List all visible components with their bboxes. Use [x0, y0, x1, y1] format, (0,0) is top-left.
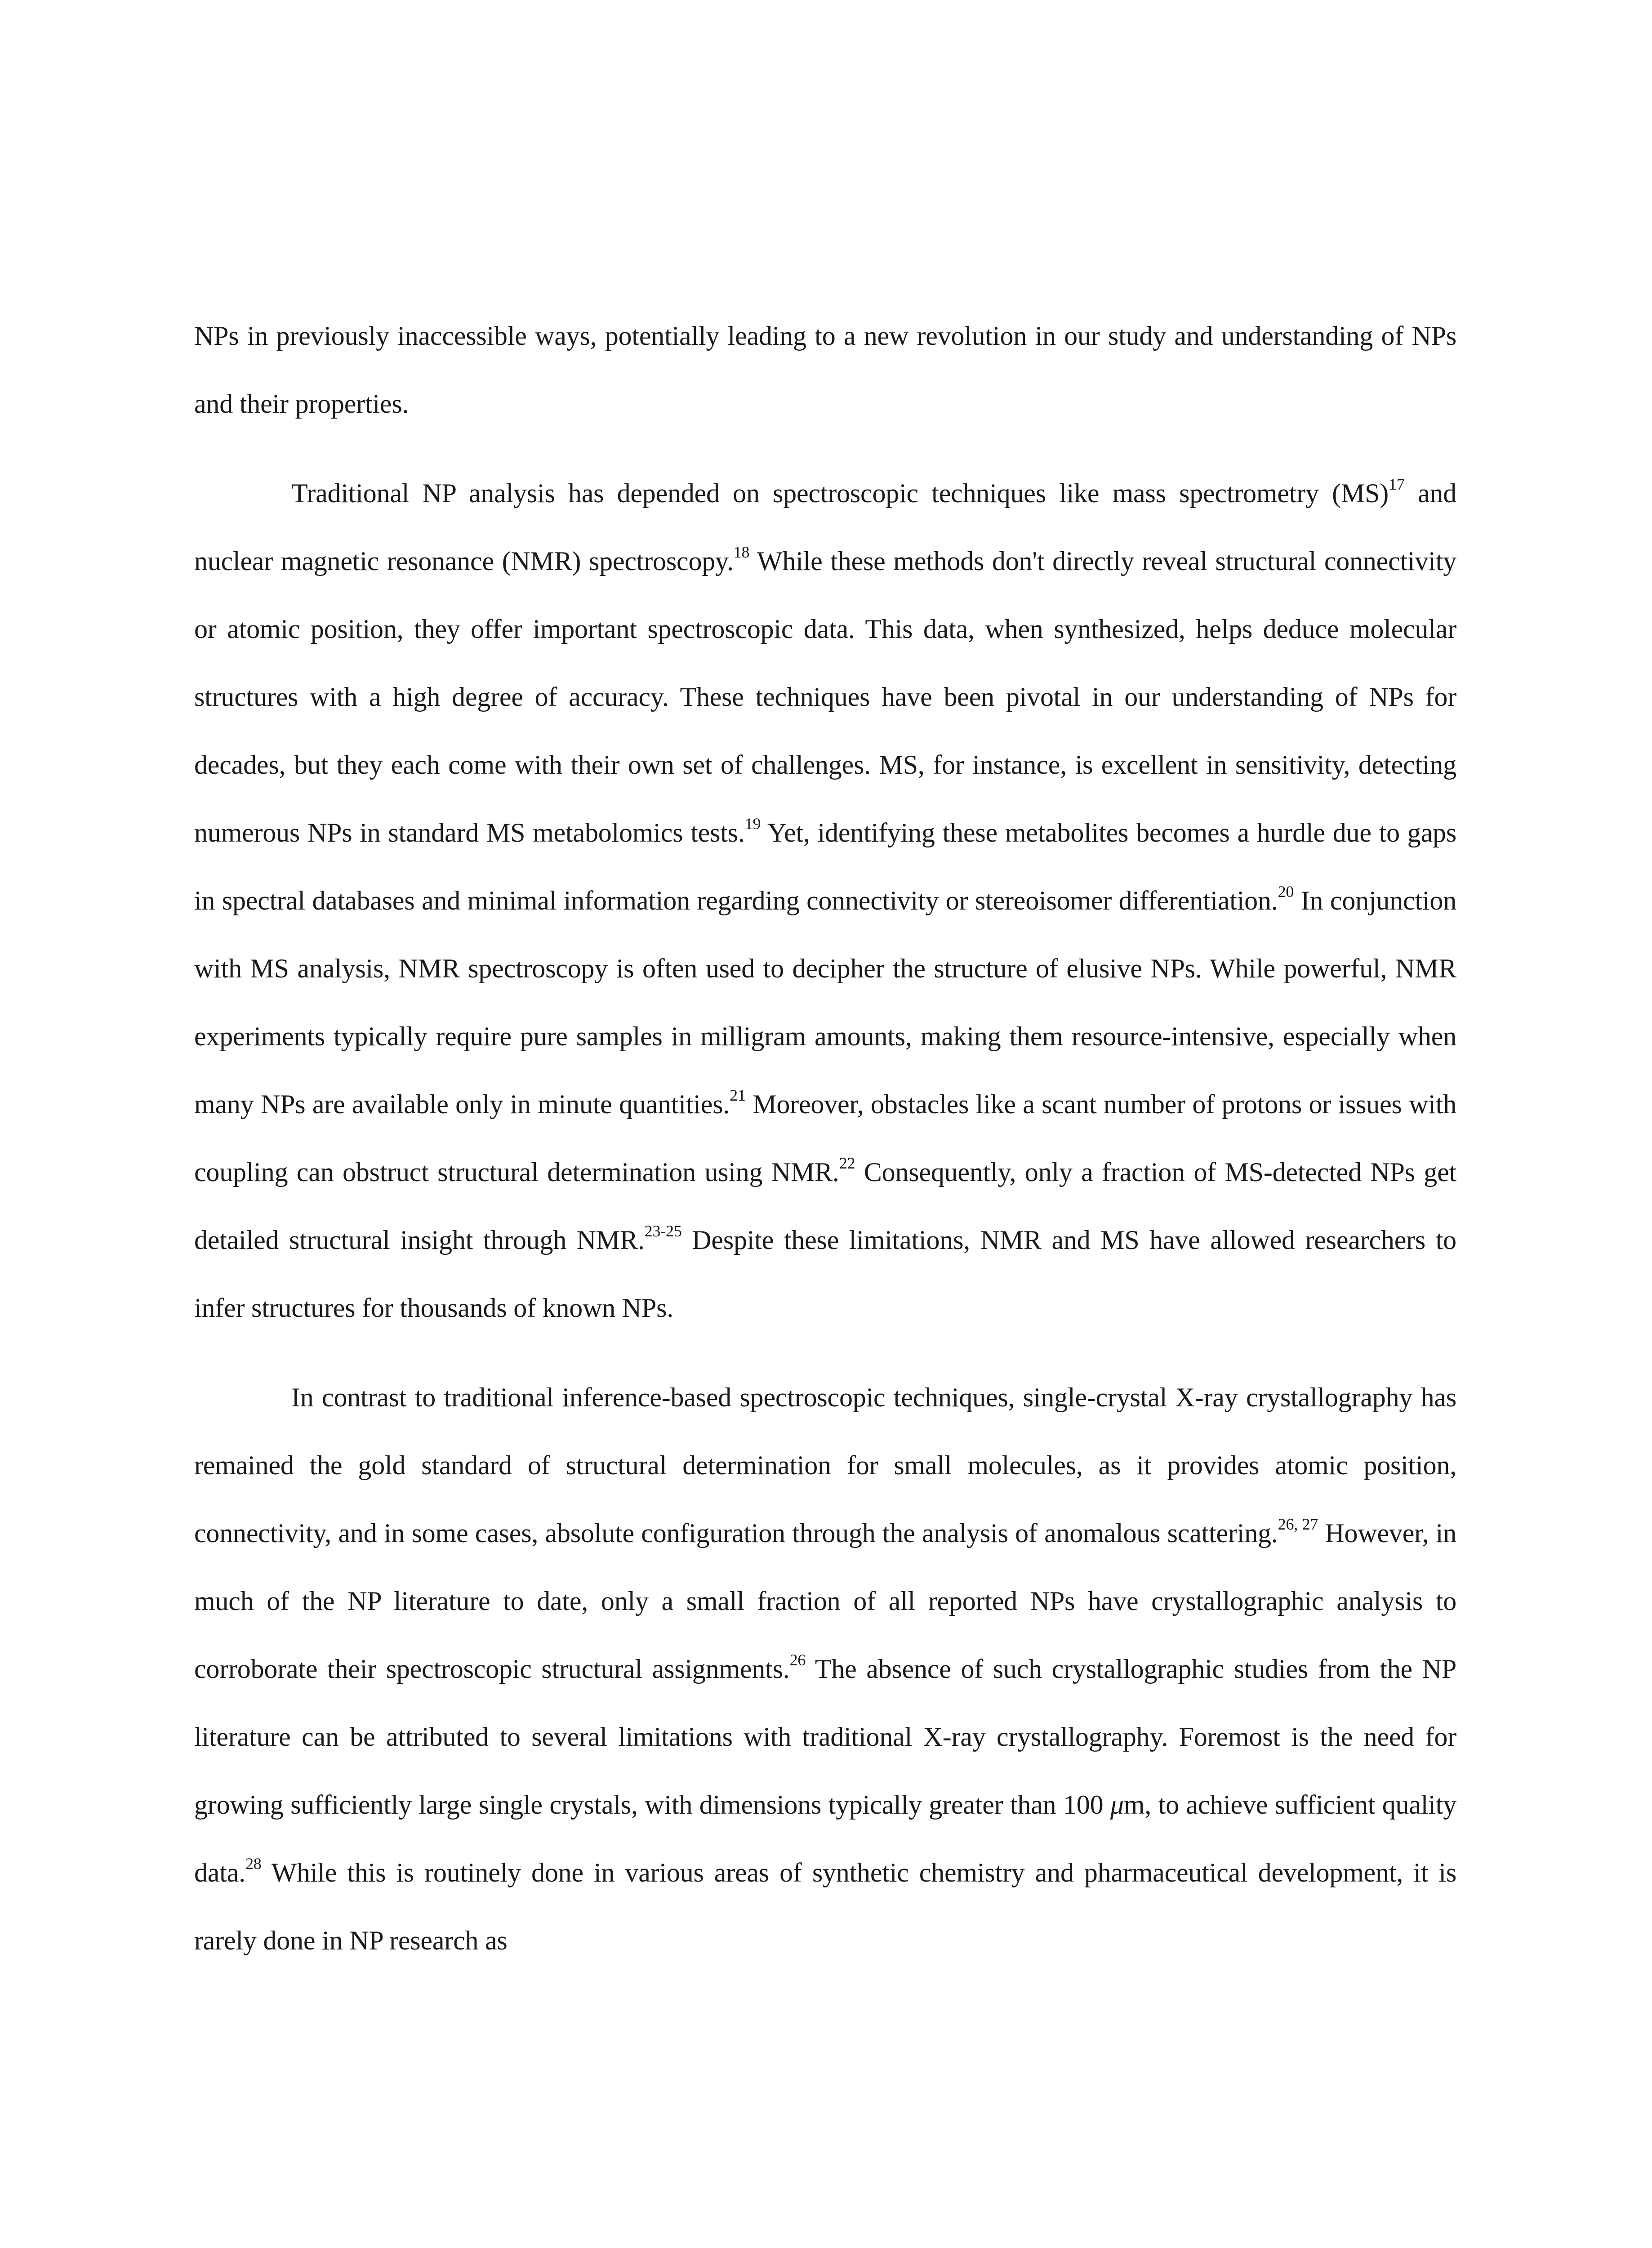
text-run: m, to achieve sufficient quality data.: [194, 1790, 1456, 1887]
text-run: While this is routinely done in various areas of synthetic chemistry and pharmaceutical development, it is rarely done in NP research as: [194, 1858, 1456, 1955]
text-run: Consequently, only a fraction of MS-detected NPs get detailed structural insight through NMR.: [194, 1157, 1456, 1255]
citation-superscript: 26, 27: [1278, 1515, 1318, 1533]
citation-superscript: 21: [730, 1086, 746, 1104]
text-run: While these methods don't directly reveal structural connectivity or atomic position, they offer important spectroscopic data. This data, when synthesized, helps deduce molecular structures with a high degree of accuracy. These techniques have been pivotal in our understanding of NPs for decades, but they each come with their own set of challenges. MS, for instance, is excellent in sensitivity, detecting numerous NPs in standard MS metabolomics tests.: [194, 546, 1456, 847]
text-run: Traditional NP analysis has depended on spectroscopic techniques like mass spectrometry (MS): [291, 478, 1389, 508]
text-run: In conjunction with MS analysis, NMR spectroscopy is often used to decipher the structure of elusive NPs. While powerful, NMR experiments typically require pure samples in milligram amounts, making them resource-intensive, especially when many NPs are available only in minute quantities.: [194, 886, 1456, 1119]
text-run: Despite these limitations, NMR and MS have allowed researchers to infer structures for thousands of known NPs.: [194, 1225, 1456, 1323]
paragraph: [194, 1364, 1456, 1975]
citation-superscript: 26: [789, 1651, 806, 1669]
text-run: Yet, identifying these metabolites becomes a hurdle due to gaps in spectral databases and minimal information regarding connectivity or stereoisomer differentiation.: [194, 818, 1456, 915]
text-run: In contrast to traditional inference-based spectroscopic techniques, single-crystal X-ray crystallography has remained the gold standard of structural determination for small molecules, as it provides atomic position, connectivity, and in some cases, absolute configuration through the analysis of anomalous scattering.: [194, 1383, 1456, 1548]
text-run: and nuclear magnetic resonance (NMR) spectroscopy.: [194, 478, 1456, 576]
citation-superscript: 23-25: [644, 1222, 682, 1240]
text-run: However, in much of the NP literature to date, only a small fraction of all reported NPs have crystallographic analysis to corroborate their spectroscopic structural assignments.: [194, 1518, 1456, 1684]
citation-superscript: 22: [839, 1154, 855, 1172]
paragraph: [194, 459, 1456, 1342]
citation-superscript: 28: [245, 1855, 262, 1873]
text-run: NPs in previously inaccessible ways, potentially leading to a new revolution in our study and understanding of NPs and their properties.: [194, 321, 1456, 419]
body-text: [194, 302, 1456, 1975]
paragraph: [194, 302, 1456, 438]
text-run: The absence of such crystallographic studies from the NP literature can be attributed to several limitations with traditional X-ray crystallography. Foremost is the need for growing sufficiently large single crystals, with dimensions typically greater than 100: [194, 1654, 1456, 1820]
text-run: Moreover, obstacles like a scant number of protons or issues with coupling can obstruct structural determination using NMR.: [194, 1089, 1456, 1187]
citation-superscript: 20: [1278, 883, 1294, 901]
micro-symbol: μ: [1110, 1790, 1124, 1820]
citation-superscript: 19: [744, 815, 761, 833]
citation-superscript: 17: [1389, 475, 1405, 493]
citation-superscript: 18: [733, 543, 750, 561]
